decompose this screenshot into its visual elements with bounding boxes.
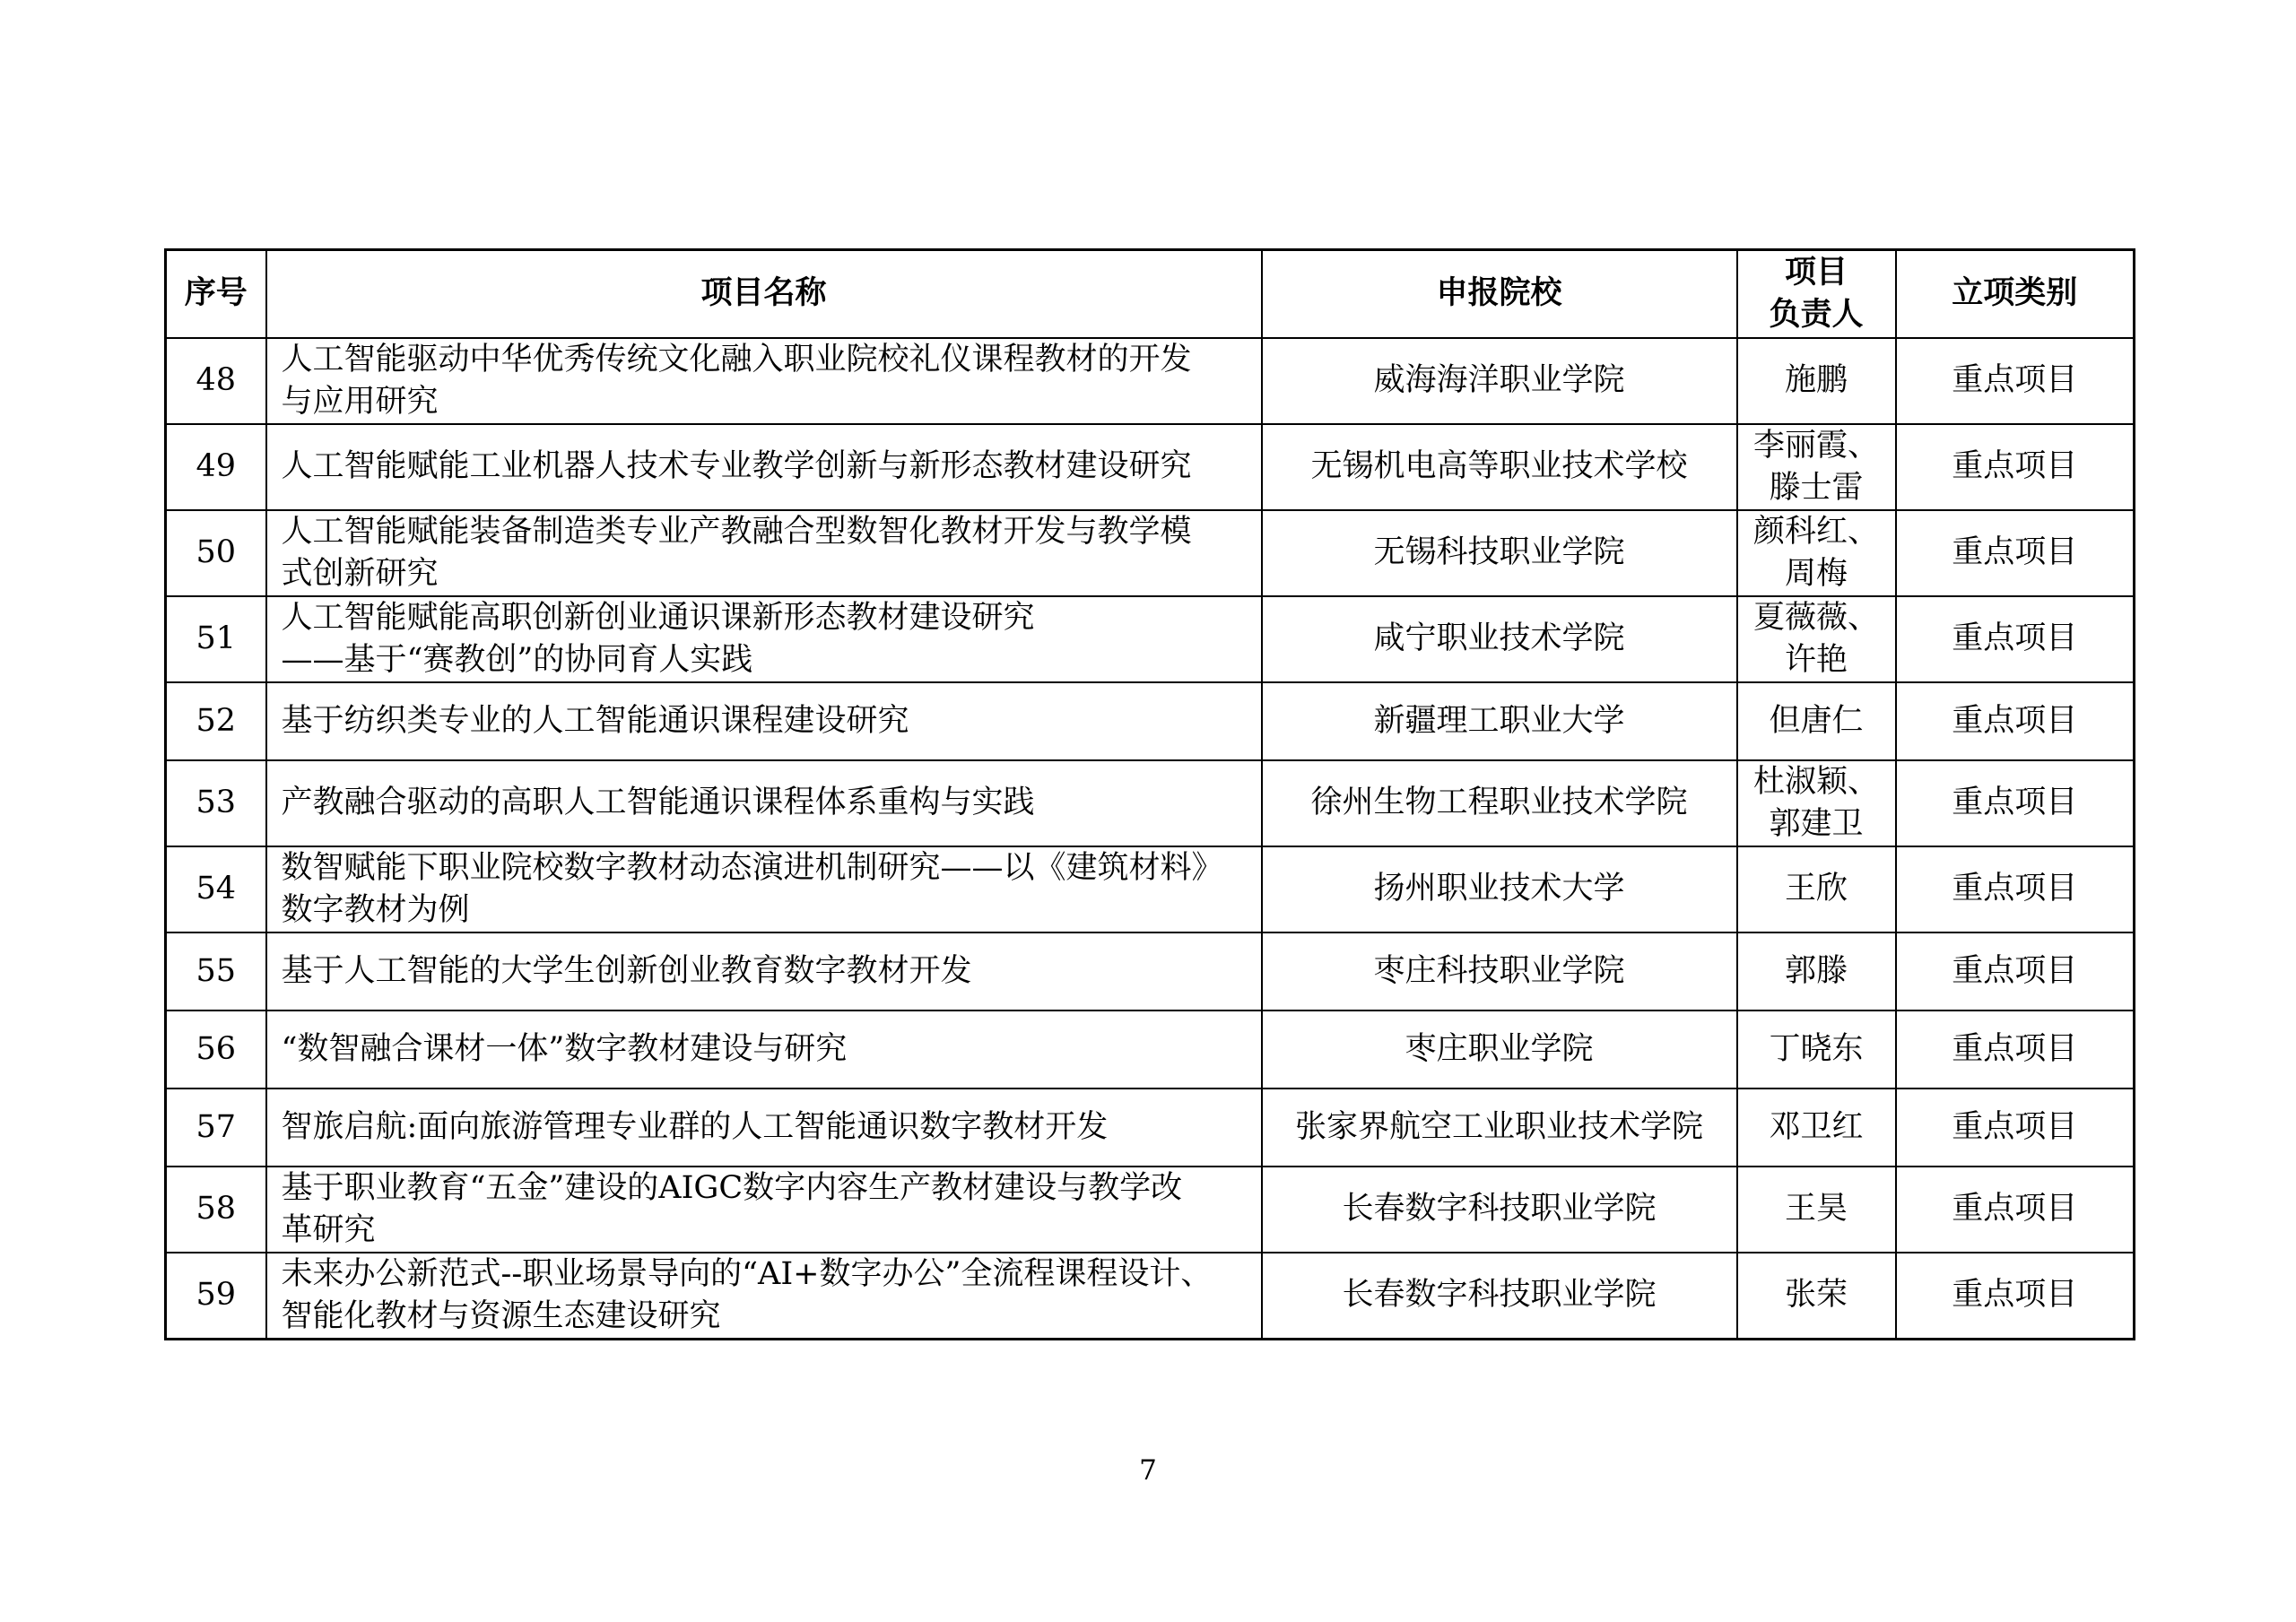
row-school: 长春数字科技职业学院 <box>1262 1167 1737 1253</box>
row-leader: 但唐仁 <box>1737 682 1896 760</box>
table-row <box>166 846 2135 932</box>
table-row <box>166 760 2135 846</box>
row-category: 重点项目 <box>1896 932 2135 1010</box>
row-num: 53 <box>166 760 266 846</box>
row-category: 重点项目 <box>1896 760 2135 846</box>
row-num: 54 <box>166 846 266 932</box>
row-school: 徐州生物工程职业技术学院 <box>1262 760 1737 846</box>
row-category: 重点项目 <box>1896 1089 2135 1167</box>
table-body <box>166 338 2135 1340</box>
header-category: 立项类别 <box>1896 250 2135 338</box>
row-name: 智旅启航:面向旅游管理专业群的人工智能通识数字教材开发 <box>266 1089 1262 1167</box>
row-school: 枣庄科技职业学院 <box>1262 932 1737 1010</box>
row-num: 59 <box>166 1253 266 1340</box>
row-name: 人工智能赋能工业机器人技术专业教学创新与新形态教材建设研究 <box>266 424 1262 510</box>
row-num: 58 <box>166 1167 266 1253</box>
row-school: 扬州职业技术大学 <box>1262 846 1737 932</box>
table-row <box>166 424 2135 510</box>
row-school: 长春数字科技职业学院 <box>1262 1253 1737 1340</box>
row-category: 重点项目 <box>1896 1253 2135 1340</box>
table-header <box>166 250 2135 338</box>
table-row <box>166 338 2135 424</box>
row-category: 重点项目 <box>1896 338 2135 424</box>
table-row <box>166 510 2135 596</box>
row-name: 基于职业教育“五金”建设的AIGC数字内容生产教材建设与教学改 革研究 <box>266 1167 1262 1253</box>
header-school: 申报院校 <box>1262 250 1737 338</box>
row-category: 重点项目 <box>1896 596 2135 682</box>
row-category: 重点项目 <box>1896 1167 2135 1253</box>
row-leader: 颜科红、 周梅 <box>1737 510 1896 596</box>
table-row <box>166 1010 2135 1089</box>
row-leader: 邓卫红 <box>1737 1089 1896 1167</box>
row-leader: 王昊 <box>1737 1167 1896 1253</box>
row-leader: 杜淑颖、 郭建卫 <box>1737 760 1896 846</box>
row-category: 重点项目 <box>1896 1010 2135 1089</box>
row-school: 张家界航空工业职业技术学院 <box>1262 1089 1737 1167</box>
header-num: 序号 <box>166 250 266 338</box>
row-num: 55 <box>166 932 266 1010</box>
row-name: 产教融合驱动的高职人工智能通识课程体系重构与实践 <box>266 760 1262 846</box>
row-school: 咸宁职业技术学院 <box>1262 596 1737 682</box>
table-row <box>166 1253 2135 1340</box>
row-leader: 丁晓东 <box>1737 1010 1896 1089</box>
row-category: 重点项目 <box>1896 510 2135 596</box>
row-num: 56 <box>166 1010 266 1089</box>
header-row <box>166 250 2135 338</box>
row-school: 新疆理工职业大学 <box>1262 682 1737 760</box>
row-num: 52 <box>166 682 266 760</box>
row-school: 无锡科技职业学院 <box>1262 510 1737 596</box>
row-school: 枣庄职业学院 <box>1262 1010 1737 1089</box>
table-row <box>166 1089 2135 1167</box>
row-leader: 施鹏 <box>1737 338 1896 424</box>
row-category: 重点项目 <box>1896 846 2135 932</box>
row-name: 基于人工智能的大学生创新创业教育数字教材开发 <box>266 932 1262 1010</box>
row-num: 51 <box>166 596 266 682</box>
row-leader: 王欣 <box>1737 846 1896 932</box>
row-school: 无锡机电高等职业技术学校 <box>1262 424 1737 510</box>
row-name: “数智融合课材一体”数字教材建设与研究 <box>266 1010 1262 1089</box>
header-leader: 项目 负责人 <box>1737 250 1896 338</box>
row-num: 50 <box>166 510 266 596</box>
row-num: 48 <box>166 338 266 424</box>
row-school: 威海海洋职业学院 <box>1262 338 1737 424</box>
row-name: 基于纺织类专业的人工智能通识课程建设研究 <box>266 682 1262 760</box>
row-leader: 张荣 <box>1737 1253 1896 1340</box>
table-row <box>166 682 2135 760</box>
row-name: 人工智能驱动中华优秀传统文化融入职业院校礼仪课程教材的开发 与应用研究 <box>266 338 1262 424</box>
row-leader: 李丽霞、 滕士雷 <box>1737 424 1896 510</box>
row-num: 49 <box>166 424 266 510</box>
page-number: 7 <box>1139 1454 1157 1487</box>
header-name: 项目名称 <box>266 250 1262 338</box>
row-num: 57 <box>166 1089 266 1167</box>
table-row <box>166 932 2135 1010</box>
row-name: 未来办公新范式--职业场景导向的“AI+数字办公”全流程课程设计、 智能化教材与资源生态建设研究 <box>266 1253 1262 1340</box>
row-category: 重点项目 <box>1896 682 2135 760</box>
table-row <box>166 1167 2135 1253</box>
row-leader: 夏薇薇、 许艳 <box>1737 596 1896 682</box>
row-leader: 郭滕 <box>1737 932 1896 1010</box>
projects-table <box>164 248 2135 1340</box>
row-category: 重点项目 <box>1896 424 2135 510</box>
table-row <box>166 596 2135 682</box>
row-name: 人工智能赋能高职创新创业通识课新形态教材建设研究 ——基于“赛教创”的协同育人实践 <box>266 596 1262 682</box>
row-name: 人工智能赋能装备制造类专业产教融合型数智化教材开发与教学模 式创新研究 <box>266 510 1262 596</box>
row-name: 数智赋能下职业院校数字教材动态演进机制研究——以《建筑材料》 数字教材为例 <box>266 846 1262 932</box>
